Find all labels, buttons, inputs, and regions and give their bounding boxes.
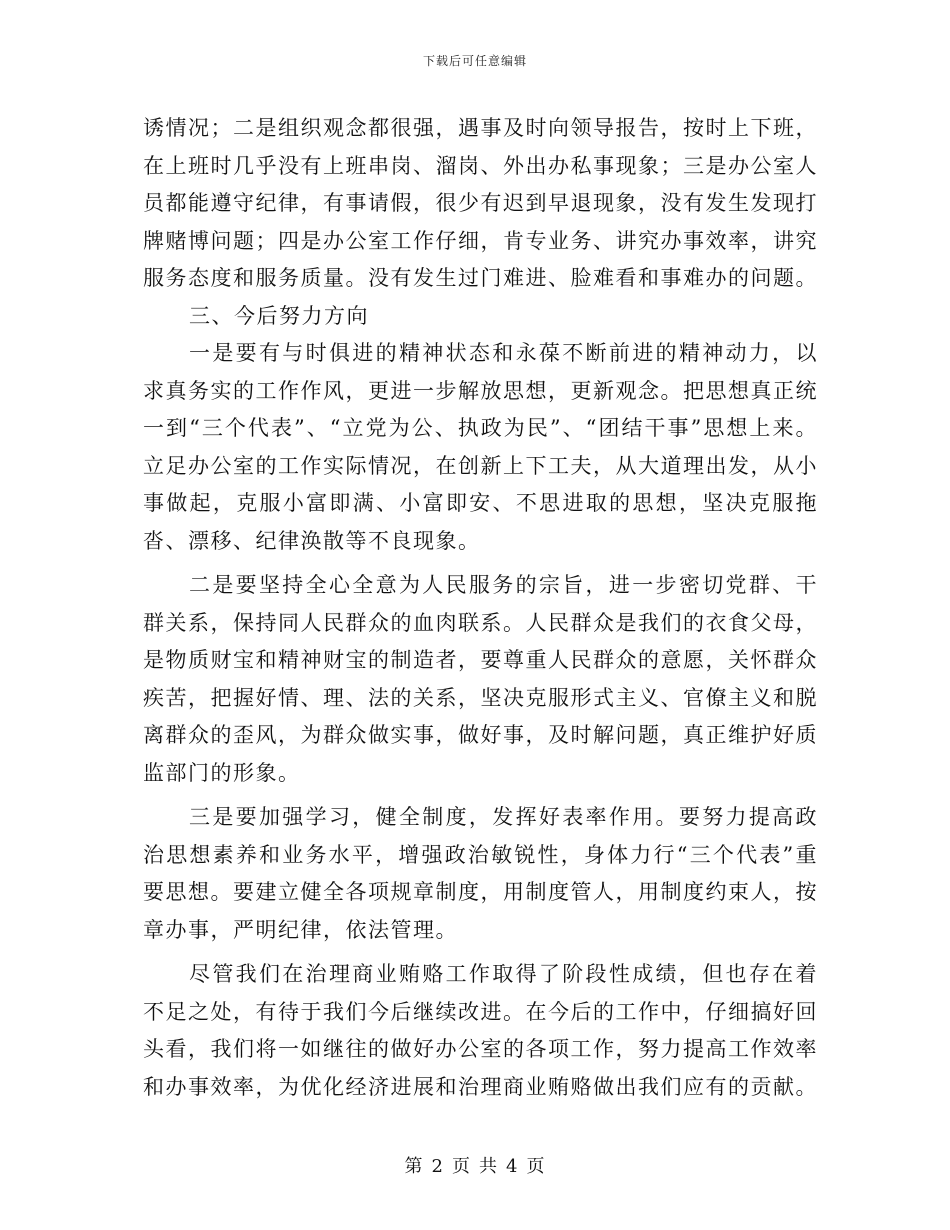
footer-total-label: 页 [526,1156,546,1177]
paragraph-point-two: 二是要坚持全心全意为人民服务的宗旨，进一步密切党群、干群关系，保持同人民群众的血肉联系。人民群众是我们的衣食父母，是物质财宝和精神财宝的制造者，要尊重人民群众的意愿，关怀群众疾苦，把握好情、理、法的关系，坚决克服形式主义、官僚主义和脱离群众的歪风，为群众做实事，做好事，及时解问题，真正维护好质监部门的形象。 [143,573,818,785]
paragraph-point-three: 三是要加强学习，健全制度，发挥好表率作用。要努力提高政治思想素养和业务水平，增强政治敏锐性，身体力行“三个代表”重要思想。要建立健全各项规章制度，用制度管人，用制度约束人，按章办事，严明纪律，依法管理。 [143,805,818,942]
page-number: 2 [431,1156,444,1177]
footer-page-label: 页 [452,1156,471,1177]
footer-prefix: 第 [404,1156,424,1177]
page-footer [0,1152,950,1178]
page-header-note: 下载后可任意编辑 [422,54,527,68]
paragraph-conclusion: 尽管我们在治理商业贿赂工作取得了阶段性成绩，但也存在着不足之处，有待于我们今后继续改进。在今后的工作中，仔细搞好回头看，我们将一如继往的做好办公室的各项工作，努力提高工作效率和办事效率，为优化经济进展和治理商业贿赂做出我们应有的贡献。 [143,962,818,1099]
paragraph-continuation: 诱情况；二是组织观念都很强，遇事及时向领导报告，按时上下班，在上班时几乎没有上班串岗、溜岗、外出办私事现象；三是办公室人员都能遵守纪律，有事请假，很少有迟到早退现象，没有发生发现打牌赌博问题；四是办公室工作仔细，肯专业务、讲究办事效率，讲究服务态度和服务质量。没有发生过门难进、脸难看和事难办的问题。 [143,116,818,290]
total-pages: 4 [506,1156,519,1177]
footer-total-prefix: 共 [479,1156,498,1177]
section-heading: 三、今后努力方向 [189,303,369,328]
document-body [143,110,818,1106]
paragraph-point-one: 一是要有与时俱进的精神状态和永葆不断前进的精神动力，以求真务实的工作作风，更进一步解放思想，更新观念。把思想真正统一到“三个代表”、“立党为公、执政为民”、“团结干事”思想上来。立足办公室的工作实际情况，在创新上下工夫，从大道理出发，从小事做起，克服小富即满、小富即安、不思进取的思想，坚决克服拖沓、漂移、纪律涣散等不良现象。 [143,341,818,553]
